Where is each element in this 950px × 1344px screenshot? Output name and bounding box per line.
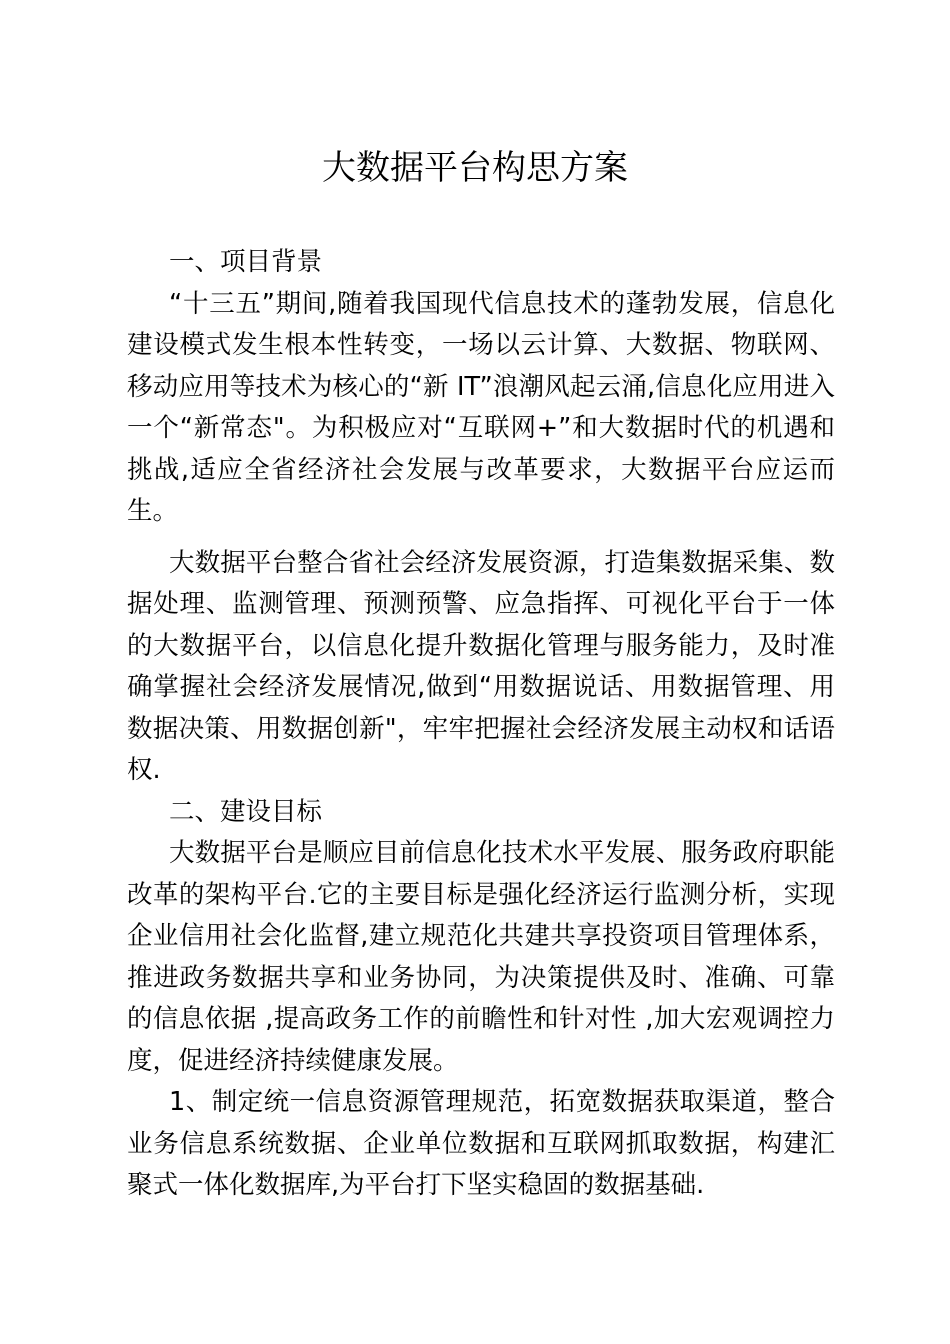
- paragraph-background-2: 大数据平台整合省社会经济发展资源，打造集数据采集、数据处理、监测管理、预测预警、应急指挥、可视化平台于一体的大数据平台，以信息化提升数据化管理与服务能力，及时准确掌握社会经济发展情况,做到“用数据说话、用数据管理、用数据决策、用数据创新"，牢牢把握社会经济发展主动权和话语权.: [127, 547, 835, 785]
- section-heading-goals: 二、建设目标: [169, 796, 323, 827]
- section-heading-background: 一、项目背景: [169, 247, 323, 277]
- document-title: 大数据平台构思方案: [322, 148, 628, 188]
- paragraph-goals-1: 大数据平台是顺应目前信息化技术水平发展、服务政府职能改革的架构平台.它的主要目标是强化经济运行监测分析，实现企业信用社会化监督,建立规范化共建共享投资项目管理体系，推进政务数据共享和业务协同，为决策提供及时、准确、可靠的信息依据 ,提高政务工作的前瞻性和针对性 ,加大宏观调控力度，促进经济持续健康发展。: [127, 838, 835, 1076]
- paragraph-goals-2: 1、制定统一信息资源管理规范，拓宽数据获取渠道，整合业务信息系统数据、企业单位数据和互联网抓取数据，构建汇聚式一体化数据库,为平台打下坚实稳固的数据基础.: [127, 1087, 835, 1200]
- document-body: [127, 242, 835, 1207]
- paragraph-background-1: “十三五”期间,随着我国现代信息技术的蓬勃发展，信息化建设模式发生根本性转变，一场以云计算、大数据、物联网、移动应用等技术为核心的“新 IT”浪潮风起云涌,信息化应用进入一个“新常态"。为积极应对“互联网+”和大数据时代的机遇和挑战,适应全省经济社会发展与改革要求，大数据平台应运而生。: [127, 288, 835, 526]
